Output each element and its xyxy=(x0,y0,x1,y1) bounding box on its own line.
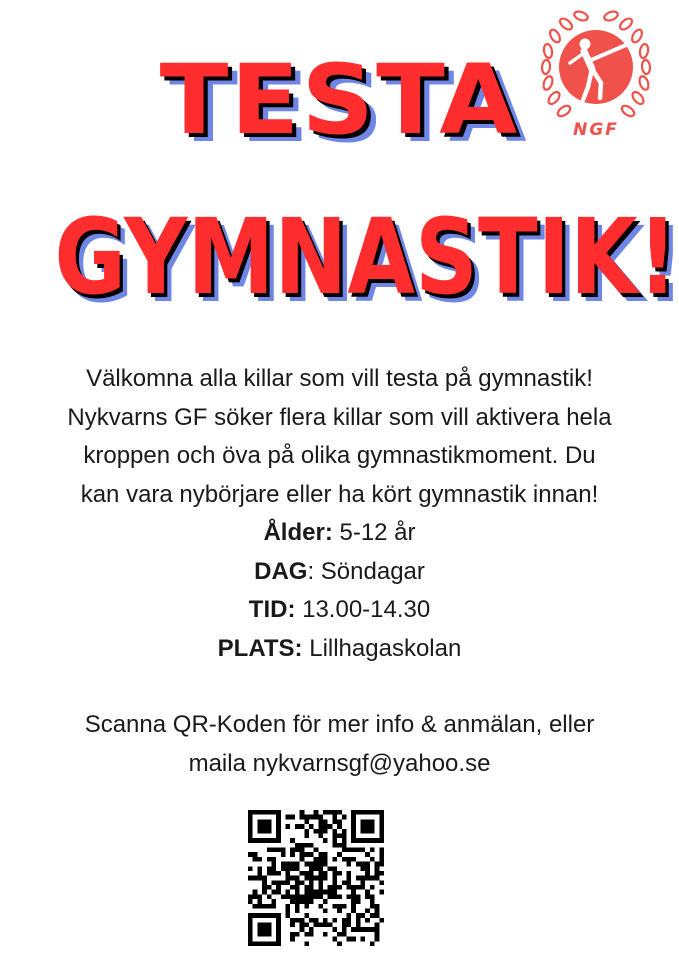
detail-label: PLATS: xyxy=(217,634,303,662)
detail-value: Lillhagaskolan xyxy=(302,634,462,662)
detail-label: TID: xyxy=(248,596,296,623)
intro-line: Välkomna alla killar som vill testa på gymnastik! xyxy=(86,365,593,392)
detail-value: 5-12 år xyxy=(332,519,416,546)
intro-line: kan vara nybörjare eller ha kört gymnastik innan! xyxy=(80,480,599,508)
qr-code-icon[interactable] xyxy=(248,810,384,946)
detail-place xyxy=(0,630,679,669)
headline-line-1: TESTA xyxy=(159,44,520,156)
ngf-logo xyxy=(526,3,666,143)
intro-line: Nykvarns GF söker flera killar som vill aktivera hela xyxy=(67,403,612,431)
contact-line-1: Scanna QR-Koden för mer info & anmälan, eller xyxy=(84,711,595,738)
logo-text: NGF xyxy=(573,120,619,140)
headline-line-2: GYMNASTIK! xyxy=(54,196,678,318)
contact-line-2: maila nykvarnsgf@yahoo.se xyxy=(188,749,491,777)
detail-day xyxy=(0,553,679,592)
detail-value: : Söndagar xyxy=(307,557,425,585)
detail-value: 13.00-14.30 xyxy=(295,596,431,623)
detail-label: Ålder: xyxy=(263,519,333,546)
detail-time xyxy=(0,591,679,630)
intro-line: kroppen och öva på olika gymnastikmoment. Du xyxy=(83,442,596,469)
info-text-block xyxy=(0,360,679,783)
detail-label: DAG xyxy=(254,557,308,585)
detail-age xyxy=(0,514,679,553)
